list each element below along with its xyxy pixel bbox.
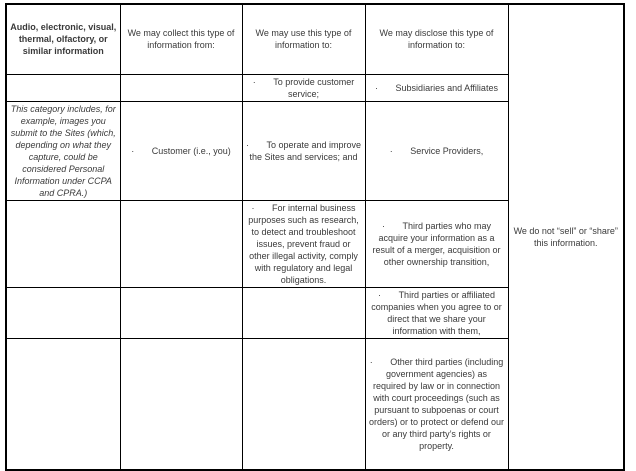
cell-empty [120,287,242,338]
cell-empty [120,338,242,470]
cell-empty [6,338,120,470]
bullet-gap [393,146,411,156]
cell-text: Other third parties (including government agencies) as required by law or in connection with court proceedings (such as pursuant to subpoenas or court orders) or to protect or defend our or any third party’s rights or property. [368,356,505,451]
cell-disclose-agreed-third-parties [365,287,508,338]
cell-text: For internal business purposes such as research, to detect and troubleshoot issues, prevent fraud or other illegal activity, comply with regulatory and legal obligations. [248,202,359,285]
bullet-marker: · [375,82,379,93]
bullet-gap [256,77,274,87]
cell-text: To operate and improve the Sites and services; and [249,139,362,162]
bullet-gap [254,203,272,213]
cell-text: Customer (i.e., you) [151,145,231,156]
cell-no-sell-share: We do not “sell” or “share” this information. [508,4,624,470]
cell-disclose-merger [365,200,508,287]
bullet-marker: · [131,145,135,156]
cell-empty [6,287,120,338]
cell-use-operate-improve [242,101,365,200]
cell-empty [120,74,242,101]
cell-text: Subsidiaries and Affiliates [395,82,498,93]
cell-disclose-subsidiaries [365,74,508,101]
bullet-marker: · [381,220,385,231]
cell-use-customer-service [242,74,365,101]
cell-text: Third parties who may acquire your information as a result of a merger, acquisition or other ownership transition, [372,220,501,267]
cell-disclose-legal [365,338,508,470]
header-disclose-to: We may disclose this type of information to: [365,4,508,74]
cell-empty [6,74,120,101]
bullet-marker: · [252,76,256,87]
cell-disclose-service-providers [365,101,508,200]
cell-empty [242,287,365,338]
bullet-marker: · [245,139,249,150]
bullet-gap [381,290,399,300]
bullet-gap [378,83,396,93]
bullet-gap [249,140,267,150]
cell-empty [242,338,365,470]
bullet-gap [373,357,391,367]
table-row [6,4,624,74]
bullet-marker: · [251,202,255,213]
cell-collect-customer [120,101,242,200]
cell-empty [120,200,242,287]
header-collect-from: We may collect this type of information from: [120,4,242,74]
header-use-to: We may use this type of information to: [242,4,365,74]
bullet-gap [134,146,152,156]
cell-empty [6,200,120,287]
cell-text: Third parties or affiliated companies when you agree to or direct that we share your information with them, [371,289,502,336]
bullet-marker: · [378,289,382,300]
cell-category-description: This category includes, for example, images you submit to the Sites (which, depending on what they capture, could be considered Personal Information under CCPA and CPRA.) [6,101,120,200]
cell-text: Service Providers, [410,145,484,156]
privacy-policy-page [5,3,625,471]
bullet-marker: · [369,356,373,367]
privacy-data-table [5,3,625,471]
cell-use-internal-business [242,200,365,287]
header-category: Audio, electronic, visual, thermal, olfactory, or similar information [6,4,120,74]
bullet-gap [385,221,403,231]
bullet-marker: · [389,145,393,156]
cell-text: To provide customer service; [273,76,355,99]
